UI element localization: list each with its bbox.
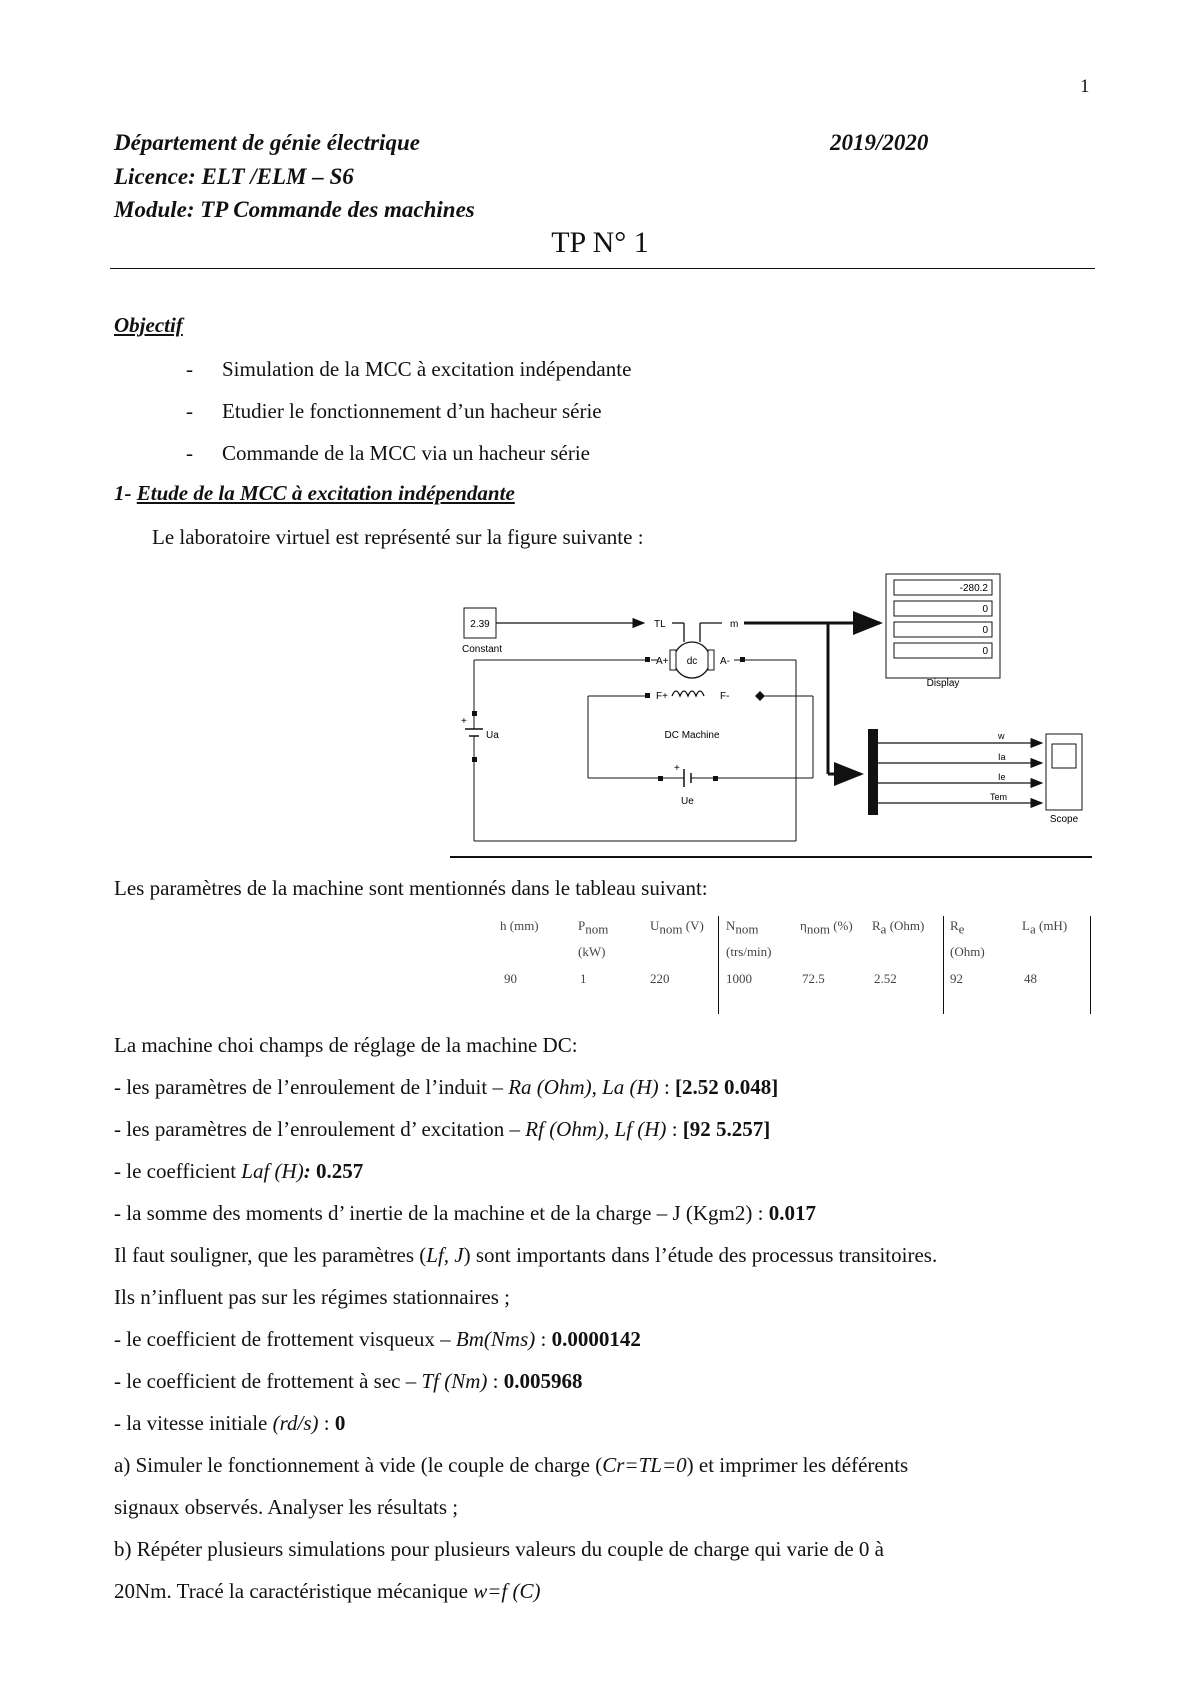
scope-signal-label: Ie [998, 772, 1006, 782]
display-value: 0 [982, 646, 988, 657]
body-line: - les paramètres de l’enroulement de l’induit – Ra (Ohm), La (H) : [2.52 0.048] [114, 1075, 779, 1099]
objectif-item: - Commande de la MCC via un hacheur série [186, 441, 590, 465]
table-cell: 220 [650, 971, 670, 986]
f-minus-port: F- [720, 691, 730, 702]
params-intro: Les paramètres de la machine sont mentionnés dans le tableau suivant: [114, 876, 708, 900]
f-plus-port: F+ [656, 691, 668, 702]
display-label: Display [926, 678, 960, 689]
table-cell: 48 [1024, 971, 1037, 986]
body-line: b) Répéter plusieurs simulations pour plusieurs valeurs du couple de charge qui varie de 0 à [114, 1537, 884, 1561]
table-cell: 1000 [726, 971, 752, 986]
objectif-item: - Simulation de la MCC à excitation indépendante [186, 357, 632, 381]
ua-plus: + [461, 716, 467, 727]
scope-screen [1052, 744, 1076, 768]
table-header-unit: (kW) [578, 944, 606, 959]
objectif-heading: Objectif [114, 313, 183, 337]
department-header: Département de génie électrique [114, 130, 420, 155]
table-cell: 90 [504, 971, 517, 986]
body-line: Ils n’influent pas sur les régimes stationnaires ; [114, 1285, 510, 1309]
table-cell: 1 [580, 971, 587, 986]
constant-label: Constant [462, 644, 503, 655]
table-header: $U_{nom}$ (V) [650, 918, 704, 937]
scope-signal-label: Ia [998, 752, 1006, 762]
figure-divider [450, 856, 1092, 858]
ua-label: Ua [486, 730, 499, 741]
ue-plus: + [674, 763, 680, 774]
field-coil [672, 691, 704, 696]
display-value: 0 [982, 625, 988, 636]
table-header: $\eta_{nom}$ (%) [800, 918, 853, 937]
table-header: $R_a$ (Ohm) [872, 918, 925, 937]
a-minus-port: A- [720, 656, 730, 667]
table-cell: 72.5 [802, 971, 825, 986]
module-header: Module: TP Commande des machines [114, 197, 475, 222]
table-header: h (mm) [500, 918, 539, 933]
body-line: - les paramètres de l’enroulement d’ excitation – Rf (Ohm), Lf (H) : [92 5.257] [114, 1117, 771, 1141]
scope-signal-label: Tem [990, 792, 1008, 802]
page-title: TP N° 1 [551, 226, 649, 259]
body-line: - la vitesse initiale (rd/s) : 0 [114, 1411, 346, 1435]
table-header: $P_{nom}$ [578, 918, 609, 937]
table-header-unit: (trs/min) [726, 944, 772, 959]
table-header: $N_{nom}$ [726, 918, 759, 937]
body-line: - la somme des moments d’ inertie de la machine et de la charge – J (Kgm2) : 0.017 [114, 1201, 816, 1225]
display-value: -280.2 [959, 583, 988, 594]
display-value: 0 [982, 604, 988, 615]
body-line: a) Simuler le fonctionnement à vide (le couple de charge (Cr=TL=0) et imprimer les déférents [114, 1453, 909, 1477]
simulink-diagram [448, 566, 1098, 858]
objectif-item: - Etudier le fonctionnement d’un hacheur série [186, 399, 602, 423]
table-cell: 2.52 [874, 971, 897, 986]
academic-year: 2019/2020 [830, 130, 929, 155]
body-line: Il faut souligner, que les paramètres (Lf, J) sont importants dans l’étude des processus transitoires. [114, 1243, 938, 1267]
table-divider [1090, 916, 1091, 1014]
title-divider [110, 268, 1095, 269]
m-port: m [730, 619, 739, 630]
table-header: $L_a$ (mH) [1022, 918, 1068, 937]
section-intro: Le laboratoire virtuel est représenté sur la figure suivante : [152, 525, 644, 549]
body-line: - le coefficient Laf (H): 0.257 [114, 1159, 364, 1183]
a-plus-port: A+ [656, 656, 669, 667]
body-line: 20Nm. Tracé la caractéristique mécanique w=f (C) [114, 1579, 541, 1603]
scope-signal-label: w [998, 731, 1005, 741]
body-line: - le coefficient de frottement visqueux – Bm(Nms) : 0.0000142 [114, 1327, 641, 1351]
dc-symbol: dc [686, 656, 698, 667]
licence-header: Licence: ELT /ELM – S6 [114, 164, 354, 189]
table-divider [718, 916, 719, 1014]
table-divider [943, 916, 944, 1014]
tl-port: TL [654, 619, 666, 630]
ue-label: Ue [681, 796, 694, 807]
table-header-unit: (Ohm) [950, 944, 985, 959]
body-line: - le coefficient de frottement à sec – Tf (Nm) : 0.005968 [114, 1369, 583, 1393]
table-cell: 92 [950, 971, 963, 986]
table-header: $R_e$ [950, 918, 965, 937]
section-heading: 1- Etude de la MCC à excitation indépendante [114, 481, 515, 505]
scope-label: Scope [1049, 814, 1079, 825]
body-line: La machine choi champs de réglage de la machine DC: [114, 1033, 578, 1057]
page-number: 1 [1080, 76, 1090, 97]
constant-value: 2.39 [470, 619, 490, 630]
demux-block [868, 729, 878, 815]
dc-machine-label: DC Machine [664, 730, 720, 741]
body-line: signaux observés. Analyser les résultats ; [114, 1495, 459, 1519]
